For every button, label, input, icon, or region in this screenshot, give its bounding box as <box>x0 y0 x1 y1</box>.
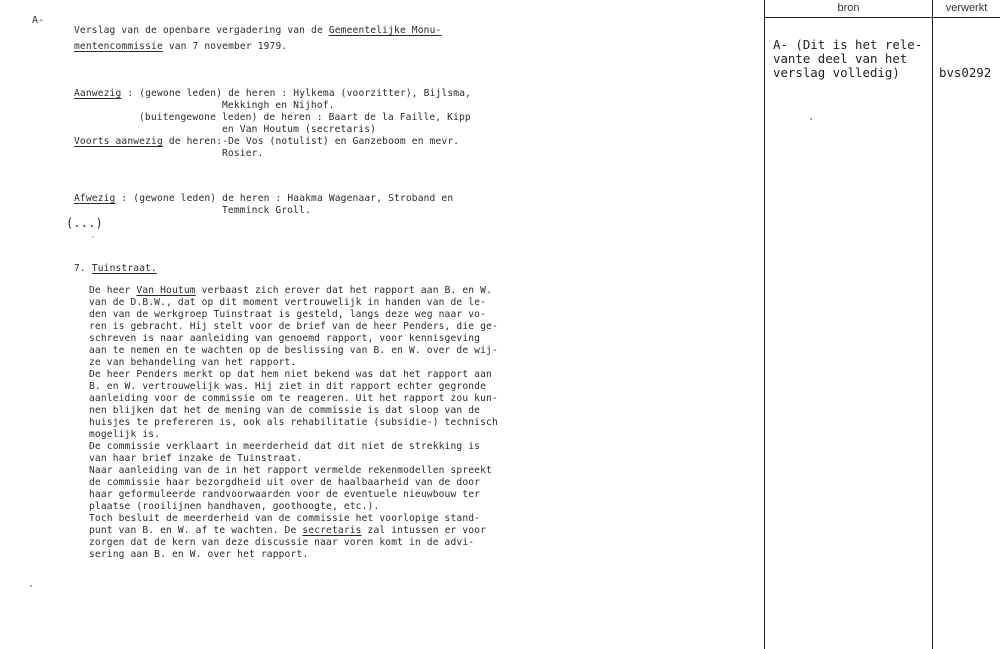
body-text: De heer <box>89 285 137 296</box>
voorts-aanwezig-text: de heren:-De Vos (notulist) en Ganzeboom en mevr. <box>162 136 460 147</box>
aanwezig-line-2: Mekkingh en Nijhof. <box>222 100 335 111</box>
body-underlined-name: Van Houtum <box>136 285 196 296</box>
aanwezig-line-3: (buitengewone leden) de heren : Baart de la Faille, Kipp <box>139 112 471 123</box>
body-line-22: zorgen dat de kern van deze discussie naar voren komt in de advi- <box>89 537 475 548</box>
voorts-aanwezig-line <box>74 136 459 148</box>
verwerkt-code: bvs0292 <box>939 65 992 80</box>
body-line-15: van haar brief inzake de Tuinstraat. <box>89 453 303 464</box>
aanwezig-line-4: en Van Houtum (secretaris) <box>222 124 377 135</box>
column-header-rule <box>764 17 1000 18</box>
body-line-4: ren is gebracht. Hij stelt voor de brief van de heer Penders, die ge- <box>89 321 498 332</box>
verwerkt-header: verwerkt <box>945 2 988 14</box>
body-text: verbaast zich erover dat het rapport aan B. en W. <box>195 285 492 296</box>
body-line-6: aan te nemen en te wachten op de beslissing van B. en W. over de wij- <box>89 345 498 356</box>
body-line-8: De heer Penders merkt op dat hem niet bekend was dat het rapport aan <box>89 369 492 380</box>
body-line-5: schreven is naar aanleiding van genoemd rapport, voor kennisgeving <box>89 333 481 344</box>
scan-speck <box>810 118 812 120</box>
title-line-2 <box>74 41 287 53</box>
body-line-19: plaatse (rooilijnen handhaven, goothoogte, etc.). <box>89 501 380 512</box>
body-line-7: ze van behandeling van het rapport. <box>89 357 297 368</box>
body-line-2: van de D.B.W., dat op dit moment vertrouwelijk in handen van de le- <box>89 297 487 308</box>
bron-note-line-3: verslag volledig) <box>773 65 900 80</box>
afwezig-label: Afwezig <box>74 193 116 204</box>
body-line-3: den van de werkgroep Tuinstraat is gesteld, langs deze weg naar vo- <box>89 309 487 320</box>
ellipsis: (...) <box>66 216 103 230</box>
body-line-16: Naar aanleiding van de in het rapport vermelde rekenmodellen spreekt <box>89 465 492 476</box>
body-line-20: Toch besluit de meerderheid van de commissie het voorlopige stand- <box>89 513 481 524</box>
left-marker: A- <box>32 15 45 26</box>
scan-speck <box>92 236 94 238</box>
body-text: zal intussen er voor <box>361 525 487 536</box>
aanwezig-text: : (gewone leden) de heren : Hylkema (voorzitter), Bijlsma, <box>121 88 472 99</box>
section-title: Tuinstraat. <box>91 263 157 274</box>
afwezig-line-1 <box>74 193 453 205</box>
title-text: Verslag van de openbare vergadering van de <box>74 25 329 36</box>
body-line-11: nen blijken dat het de mening van de commissie is dat sloop van de <box>89 405 481 416</box>
body-line-9: B. en W. vertrouwelijk was. Hij ziet in dit rapport echter gegronde <box>89 381 487 392</box>
afwezig-line-2: Temminck Groll. <box>222 205 311 216</box>
title-line-1 <box>74 25 441 37</box>
body-line-14: De commissie verklaart in meerderheid dat dit niet de strekking is <box>89 441 481 452</box>
title-underlined-2: mentencommissie <box>74 41 163 52</box>
body-line-12: huisjes te prefereren is, ook als rehabilitatie (subsidie-) technisch <box>89 417 498 428</box>
title-underlined: Gemeentelijke Monu- <box>328 25 442 36</box>
body-line-10: aanleiding voor de commissie om te reageren. Uit het rapport zou kun- <box>89 393 498 404</box>
body-text: punt van B. en W. af te wachten. De <box>89 525 303 536</box>
section-heading <box>74 263 157 275</box>
title-date: van 7 november 1979. <box>162 41 288 52</box>
aanwezig-line-6: Rosier. <box>222 148 264 159</box>
aanwezig-line-1 <box>74 88 471 100</box>
body-underlined-secretaris: secretaris <box>302 525 362 536</box>
bron-header: bron <box>837 2 860 14</box>
body-line-1 <box>89 285 492 297</box>
bron-column-left-border <box>764 0 765 649</box>
column-divider <box>932 0 933 649</box>
body-line-18: haar geformuleerde randvoorwaarden voor de eventuele nieuwbouw ter <box>89 489 481 500</box>
aanwezig-label: Aanwezig <box>74 88 122 99</box>
body-line-17: de commissie haar bezorgdheid uit over de haalbaarheid van de door <box>89 477 481 488</box>
bron-note-line-1: A- (Dit is het rele- <box>773 37 923 52</box>
body-line-13: mogelijk is. <box>89 429 161 440</box>
bron-note-line-2: vante deel van het <box>773 51 908 66</box>
section-number: 7. <box>74 263 86 274</box>
body-line-21 <box>89 525 486 537</box>
body-line-23: sering aan B. en W. over het rapport. <box>89 549 309 560</box>
voorts-aanwezig-label: Voorts aanwezig <box>74 136 163 147</box>
afwezig-text: : (gewone leden) de heren : Haakma Wagenaar, Stroband en <box>115 193 454 204</box>
scan-speck <box>30 585 32 587</box>
